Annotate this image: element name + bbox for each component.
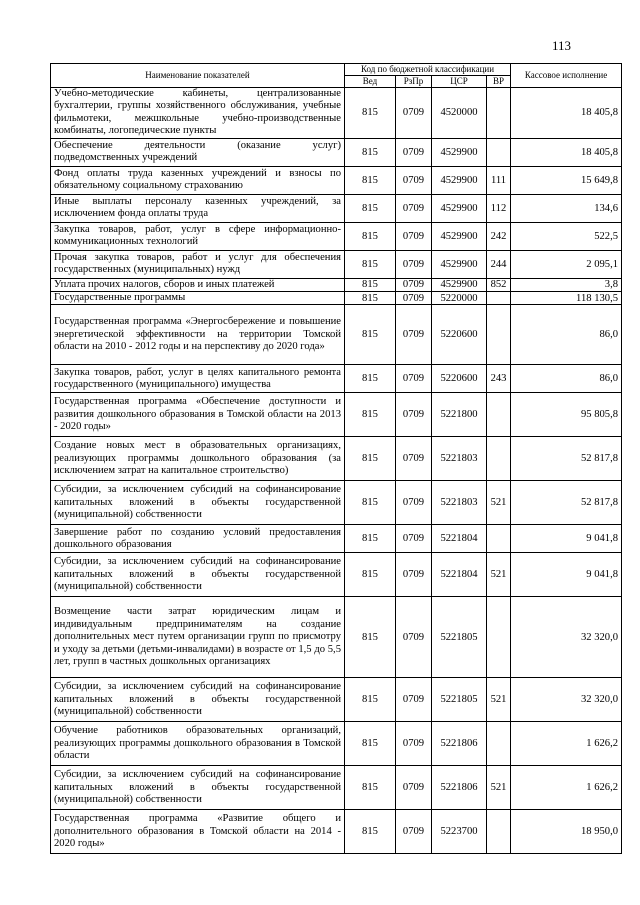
row-name: Учебно-методические кабинеты, централизованные бухгалтерии, группы хозяйственного обслуживания, учебные фильмотеки, межшкольные учебно-производственные комбинаты, логопедические пункты <box>51 88 345 139</box>
row-vr: 852 <box>487 278 511 291</box>
row-csr: 5220000 <box>432 292 487 305</box>
row-vr: 244 <box>487 250 511 278</box>
row-vr <box>487 722 511 766</box>
table-row <box>51 393 622 437</box>
row-vr: 521 <box>487 678 511 722</box>
row-csr: 5221803 <box>432 481 487 525</box>
row-rzpr: 0709 <box>396 305 432 365</box>
row-rzpr: 0709 <box>396 810 432 854</box>
table-row <box>51 678 622 722</box>
row-rzpr: 0709 <box>396 553 432 597</box>
table-row <box>51 437 622 481</box>
row-sum: 32 320,0 <box>511 597 622 678</box>
row-ved: 815 <box>345 305 396 365</box>
header-vr: ВР <box>487 76 511 88</box>
table-row <box>51 553 622 597</box>
row-name: Государственная программа «Обеспечение доступности и развития дошкольного образования в Томской области на 2013 - 2020 годы» <box>51 393 345 437</box>
table-row <box>51 722 622 766</box>
header-name: Наименование показателей <box>51 64 345 88</box>
row-rzpr: 0709 <box>396 278 432 291</box>
row-sum: 18 950,0 <box>511 810 622 854</box>
row-vr <box>487 597 511 678</box>
row-rzpr: 0709 <box>396 138 432 166</box>
row-csr: 4529900 <box>432 222 487 250</box>
table-header <box>51 64 622 88</box>
table-row <box>51 365 622 393</box>
table-row <box>51 525 622 553</box>
row-name: Субсидии, за исключением субсидий на софинансирование капитальных вложений в объекты государственной (муниципальной) собственности <box>51 481 345 525</box>
row-sum: 118 130,5 <box>511 292 622 305</box>
row-rzpr: 0709 <box>396 481 432 525</box>
row-ved: 815 <box>345 393 396 437</box>
row-sum: 95 805,8 <box>511 393 622 437</box>
table-row <box>51 194 622 222</box>
row-ved: 815 <box>345 678 396 722</box>
row-csr: 5220600 <box>432 305 487 365</box>
row-ved: 815 <box>345 250 396 278</box>
row-vr <box>487 305 511 365</box>
row-ved: 815 <box>345 88 396 139</box>
row-vr <box>487 393 511 437</box>
row-name: Завершение работ по созданию условий предоставления дошкольного образования <box>51 525 345 553</box>
row-ved: 815 <box>345 597 396 678</box>
row-csr: 5221805 <box>432 678 487 722</box>
row-rzpr: 0709 <box>396 437 432 481</box>
table-row <box>51 278 622 291</box>
header-csr: ЦСР <box>432 76 487 88</box>
row-sum: 1 626,2 <box>511 766 622 810</box>
row-rzpr: 0709 <box>396 766 432 810</box>
row-rzpr: 0709 <box>396 222 432 250</box>
table-row <box>51 305 622 365</box>
row-name: Субсидии, за исключением субсидий на софинансирование капитальных вложений в объекты государственной (муниципальной) собственности <box>51 766 345 810</box>
row-vr <box>487 292 511 305</box>
table-row <box>51 292 622 305</box>
row-ved: 815 <box>345 278 396 291</box>
row-rzpr: 0709 <box>396 365 432 393</box>
row-name: Создание новых мест в образовательных организациях, реализующих программы дошкольного образования (за исключением затрат на капитальное строительство) <box>51 437 345 481</box>
row-csr: 5221800 <box>432 393 487 437</box>
row-vr: 112 <box>487 194 511 222</box>
row-sum: 522,5 <box>511 222 622 250</box>
row-sum: 86,0 <box>511 365 622 393</box>
row-name: Субсидии, за исключением субсидий на софинансирование капитальных вложений в объекты государственной (муниципальной) собственности <box>51 678 345 722</box>
row-vr: 521 <box>487 481 511 525</box>
row-rzpr: 0709 <box>396 597 432 678</box>
row-ved: 815 <box>345 166 396 194</box>
row-sum: 9 041,8 <box>511 553 622 597</box>
row-rzpr: 0709 <box>396 722 432 766</box>
row-sum: 18 405,8 <box>511 88 622 139</box>
row-name: Прочая закупка товаров, работ и услуг для обеспечения государственных (муниципальных) нужд <box>51 250 345 278</box>
row-csr: 4529900 <box>432 138 487 166</box>
row-ved: 815 <box>345 292 396 305</box>
row-vr: 111 <box>487 166 511 194</box>
row-csr: 5221806 <box>432 766 487 810</box>
row-name: Обучение работников образовательных организаций, реализующих программы дошкольного образования в Томской области <box>51 722 345 766</box>
row-csr: 5221804 <box>432 553 487 597</box>
row-name: Обеспечение деятельности (оказание услуг) подведомственных учреждений <box>51 138 345 166</box>
table-body <box>51 88 622 854</box>
table-row <box>51 250 622 278</box>
table-row <box>51 810 622 854</box>
row-sum: 32 320,0 <box>511 678 622 722</box>
row-sum: 52 817,8 <box>511 437 622 481</box>
row-rzpr: 0709 <box>396 525 432 553</box>
row-csr: 4529900 <box>432 278 487 291</box>
row-rzpr: 0709 <box>396 194 432 222</box>
row-rzpr: 0709 <box>396 166 432 194</box>
row-rzpr: 0709 <box>396 292 432 305</box>
row-vr: 243 <box>487 365 511 393</box>
row-name: Государственная программа «Энергосбережение и повышение энергетической эффективности на территории Томской области на 2010 - 2012 годы и на перспективу до 2020 года» <box>51 305 345 365</box>
row-csr: 4529900 <box>432 166 487 194</box>
row-sum: 3,8 <box>511 278 622 291</box>
row-csr: 5220600 <box>432 365 487 393</box>
row-csr: 4520000 <box>432 88 487 139</box>
row-ved: 815 <box>345 138 396 166</box>
row-ved: 815 <box>345 553 396 597</box>
table-row <box>51 597 622 678</box>
row-rzpr: 0709 <box>396 250 432 278</box>
row-sum: 134,6 <box>511 194 622 222</box>
row-sum: 15 649,8 <box>511 166 622 194</box>
row-ved: 815 <box>345 194 396 222</box>
row-csr: 5223700 <box>432 810 487 854</box>
row-name: Закупка товаров, работ, услуг в целях капитального ремонта государственного (муниципального) имущества <box>51 365 345 393</box>
row-ved: 815 <box>345 722 396 766</box>
row-csr: 4529900 <box>432 250 487 278</box>
row-ved: 815 <box>345 481 396 525</box>
table-row <box>51 138 622 166</box>
row-name: Иные выплаты персоналу казенных учреждений, за исключением фонда оплаты труда <box>51 194 345 222</box>
row-vr <box>487 810 511 854</box>
table-row <box>51 166 622 194</box>
row-sum: 2 095,1 <box>511 250 622 278</box>
budget-table <box>50 63 622 854</box>
row-csr: 5221803 <box>432 437 487 481</box>
row-csr: 4529900 <box>432 194 487 222</box>
row-csr: 5221806 <box>432 722 487 766</box>
table-row <box>51 88 622 139</box>
row-rzpr: 0709 <box>396 88 432 139</box>
row-ved: 815 <box>345 437 396 481</box>
row-vr: 242 <box>487 222 511 250</box>
row-sum: 52 817,8 <box>511 481 622 525</box>
row-rzpr: 0709 <box>396 393 432 437</box>
row-name: Государственные программы <box>51 292 345 305</box>
row-name: Субсидии, за исключением субсидий на софинансирование капитальных вложений в объекты государственной (муниципальной) собственности <box>51 553 345 597</box>
row-name: Возмещение части затрат юридическим лицам и индивидуальным предпринимателям на создание дополнительных мест путем организации групп по присмотру и уходу за детьми (детьми-инвалидами) в возрасте от 1,5 до 5,5 лет, групп в частных дошкольных организациях <box>51 597 345 678</box>
row-sum: 1 626,2 <box>511 722 622 766</box>
row-csr: 5221805 <box>432 597 487 678</box>
header-ved: Вед <box>345 76 396 88</box>
row-ved: 815 <box>345 810 396 854</box>
page-number: 113 <box>552 38 572 53</box>
table-row <box>51 766 622 810</box>
header-execution: Кассовое исполнение <box>511 64 622 88</box>
row-name: Государственная программа «Развитие общего и дополнительного образования в Томской области на 2014 - 2020 годы» <box>51 810 345 854</box>
row-vr <box>487 138 511 166</box>
row-vr: 521 <box>487 553 511 597</box>
row-rzpr: 0709 <box>396 678 432 722</box>
row-ved: 815 <box>345 365 396 393</box>
row-vr <box>487 525 511 553</box>
row-sum: 18 405,8 <box>511 138 622 166</box>
row-vr <box>487 88 511 139</box>
table-row <box>51 222 622 250</box>
row-ved: 815 <box>345 525 396 553</box>
row-csr: 5221804 <box>432 525 487 553</box>
row-name: Уплата прочих налогов, сборов и иных платежей <box>51 278 345 291</box>
row-name: Закупка товаров, работ, услуг в сфере информационно-коммуникационных технологий <box>51 222 345 250</box>
row-ved: 815 <box>345 222 396 250</box>
row-ved: 815 <box>345 766 396 810</box>
header-code-group: Код по бюджетной классификации <box>345 64 511 76</box>
row-name: Фонд оплаты труда казенных учреждений и взносы по обязательному социальному страхованию <box>51 166 345 194</box>
row-sum: 86,0 <box>511 305 622 365</box>
row-vr <box>487 437 511 481</box>
header-rzpr: РзПр <box>396 76 432 88</box>
table-row <box>51 481 622 525</box>
row-sum: 9 041,8 <box>511 525 622 553</box>
row-vr: 521 <box>487 766 511 810</box>
